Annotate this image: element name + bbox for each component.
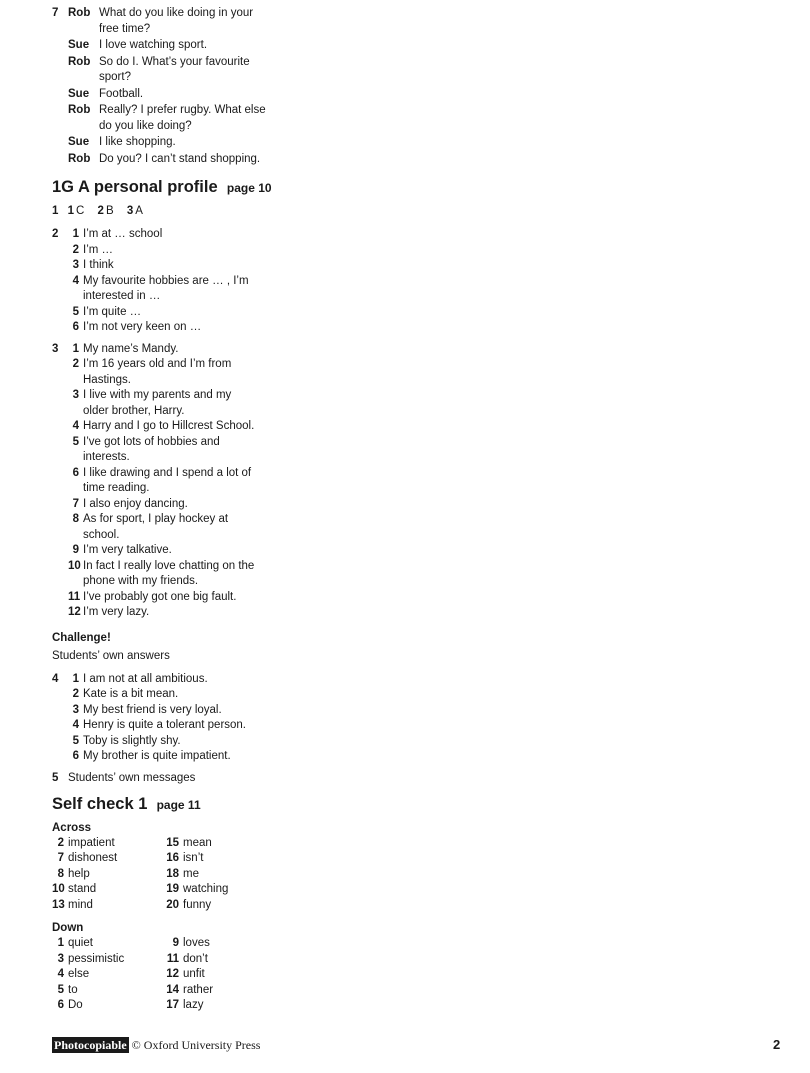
item-number: 2 <box>97 205 104 217</box>
item-text: I like drawing and I spend a lot of time reading. <box>83 466 252 494</box>
item-text: In fact I really love chatting on the phone with my friends. <box>83 559 255 587</box>
answer-word: watching <box>183 883 229 895</box>
item-number: 4 <box>72 420 79 432</box>
item-number: 10 <box>68 559 81 572</box>
item-number: 2 <box>72 688 79 700</box>
item-text: My best friend is very loyal. <box>83 703 222 716</box>
clue-number: 13 <box>52 898 65 911</box>
answer-word: isn’t <box>183 852 204 864</box>
exercise-number: 2 <box>52 228 59 240</box>
section-heading-self-check <box>52 794 272 816</box>
item-text: I’m at … school <box>83 228 163 240</box>
answer-word: funny <box>183 898 212 911</box>
item-text: Toby is slightly shy. <box>83 734 181 747</box>
clue-number: 7 <box>57 852 64 864</box>
clue-number: 10 <box>52 883 65 895</box>
item-text: My favourite hobbies are … , I’m interested in … <box>83 274 249 302</box>
answer-word: lazy <box>183 999 204 1011</box>
answer-word: quiet <box>68 937 93 949</box>
dialogue-line: Do you? I can’t stand shopping. <box>99 152 261 165</box>
item-text: I’m very talkative. <box>83 544 172 556</box>
clue-number: 11 <box>166 952 179 965</box>
answer-word: else <box>68 968 90 980</box>
answer-word: don’t <box>183 952 208 965</box>
item-number: 3 <box>72 259 79 271</box>
answer: C <box>76 205 85 217</box>
item-number: 2 <box>72 358 79 370</box>
item-number: 4 <box>72 719 79 731</box>
answer-key-column <box>52 6 272 1020</box>
page-number: 2 <box>773 1037 781 1052</box>
exercise-number: 3 <box>52 342 59 355</box>
footer <box>52 1038 260 1053</box>
challenge-text: Students’ own answers <box>52 649 170 662</box>
clue-number: 3 <box>57 952 64 965</box>
item-text: I’m 16 years old and I’m from Hastings. <box>83 358 232 386</box>
section-heading-1g <box>52 177 272 199</box>
clue-number: 17 <box>166 999 179 1011</box>
clue-number: 14 <box>166 983 179 996</box>
clue-number: 8 <box>57 867 64 880</box>
clue-number: 4 <box>57 968 64 980</box>
answer-word: impatient <box>68 836 115 849</box>
item-number: 6 <box>72 466 79 479</box>
dialogue-line: Really? I prefer rugby. What else do you like doing? <box>99 104 266 132</box>
challenge-block <box>52 631 272 664</box>
answer-word: loves <box>183 937 210 949</box>
dialogue-line: So do I. What’s your favourite sport? <box>99 55 250 83</box>
answer-word: rather <box>183 983 214 996</box>
dialogue-line: I love watching sport. <box>99 39 208 51</box>
answer: A <box>135 205 143 217</box>
challenge-label: Challenge! <box>52 631 111 644</box>
page-reference: page 11 <box>156 797 201 812</box>
clue-number: 15 <box>166 836 179 849</box>
across-answers <box>52 836 272 914</box>
speaker: Sue <box>68 39 90 51</box>
item-text: As for sport, I play hockey at school. <box>83 513 229 541</box>
item-number: 3 <box>72 389 79 401</box>
speaker: Rob <box>68 55 91 68</box>
speaker: Sue <box>68 87 90 100</box>
exercise-number: 4 <box>52 672 59 685</box>
dialogue-line: Football. <box>99 87 144 100</box>
answer-word: help <box>68 867 90 880</box>
speaker: Rob <box>68 104 91 116</box>
exercise-3 <box>52 342 272 621</box>
down-label: Down <box>52 922 84 934</box>
speaker: Rob <box>68 152 91 165</box>
answer: B <box>105 205 114 217</box>
item-text: I’m quite … <box>83 305 142 318</box>
clue-number: 1 <box>57 937 64 949</box>
answer-word: Do <box>68 999 83 1011</box>
item-number: 3 <box>72 703 79 716</box>
item-number: 6 <box>72 321 79 333</box>
answer-word: stand <box>68 883 97 895</box>
item-number: 5 <box>72 734 79 747</box>
answer-word: unfit <box>183 968 205 980</box>
item-number: 2 <box>72 243 79 256</box>
exercise-5 <box>52 771 272 786</box>
answer-word: mind <box>68 898 93 911</box>
item-text: I’m not very keen on … <box>83 321 202 333</box>
item-text: I’ve probably got one big fault. <box>83 590 237 603</box>
item-number: 3 <box>126 205 134 217</box>
exercise-number: 5 <box>52 771 59 784</box>
item-text: Students’ own messages <box>68 771 196 784</box>
clue-number: 20 <box>166 898 179 911</box>
item-text: I’m very lazy. <box>83 606 150 618</box>
item-text: My name’s Mandy. <box>83 342 179 355</box>
dialogue-line: What do you like doing in your free time? <box>99 7 254 35</box>
item-text: I think <box>83 259 114 271</box>
answer-word: dishonest <box>68 852 118 864</box>
item-number: 1 <box>72 672 79 685</box>
item-text: I’ve got lots of hobbies and interests. <box>83 435 220 463</box>
publisher-credit: © Oxford University Press <box>131 1038 261 1052</box>
answer-word: to <box>68 983 78 996</box>
exercise-1-answers <box>52 204 272 219</box>
speaker: Rob <box>68 7 91 19</box>
item-number: 7 <box>72 497 79 510</box>
item-number: 1 <box>72 228 79 240</box>
item-text: Kate is a bit mean. <box>83 688 179 700</box>
clue-number: 2 <box>57 836 64 849</box>
exercise-number: 7 <box>52 7 59 19</box>
clue-number: 9 <box>172 937 179 949</box>
item-text: I live with my parents and my older brother, Harry. <box>83 389 232 417</box>
clue-number: 16 <box>166 852 179 864</box>
dialogue-line: I like shopping. <box>99 136 176 148</box>
item-text: I also enjoy dancing. <box>83 497 188 510</box>
item-number: 1 <box>67 205 75 217</box>
item-number: 1 <box>72 342 79 355</box>
item-number: 5 <box>72 435 79 448</box>
item-text: I’m … <box>83 243 114 256</box>
clue-number: 18 <box>166 867 179 880</box>
clue-number: 19 <box>166 883 179 895</box>
clue-number: 12 <box>166 968 179 980</box>
dialogue-7 <box>52 6 272 167</box>
item-text: Henry is quite a tolerant person. <box>83 719 247 731</box>
answer-word: mean <box>183 836 212 849</box>
item-number: 11 <box>68 590 81 603</box>
down-answers <box>52 936 272 1014</box>
section-title: 1G A personal profile <box>52 178 218 196</box>
exercise-number: 1 <box>52 205 59 217</box>
speaker: Sue <box>68 136 90 148</box>
exercise-4 <box>52 672 272 765</box>
item-text: My brother is quite impatient. <box>83 750 231 762</box>
across-label: Across <box>52 821 91 834</box>
item-text: I am not at all ambitious. <box>83 672 208 685</box>
item-number: 4 <box>72 274 79 287</box>
clue-number: 5 <box>57 983 64 996</box>
item-number: 5 <box>72 305 79 318</box>
item-number: 12 <box>68 606 81 618</box>
exercise-2 <box>52 227 272 336</box>
section-title: Self check 1 <box>52 794 148 813</box>
item-text: Harry and I go to Hillcrest School. <box>83 420 255 432</box>
item-number: 8 <box>72 513 79 525</box>
item-number: 6 <box>72 750 79 762</box>
answer-word: pessimistic <box>68 952 125 965</box>
page-reference: page 10 <box>226 181 272 195</box>
clue-number: 6 <box>57 999 64 1011</box>
item-number: 9 <box>72 544 79 556</box>
answer-word: me <box>183 867 199 880</box>
photocopiable-badge: Photocopiable <box>54 1038 127 1052</box>
